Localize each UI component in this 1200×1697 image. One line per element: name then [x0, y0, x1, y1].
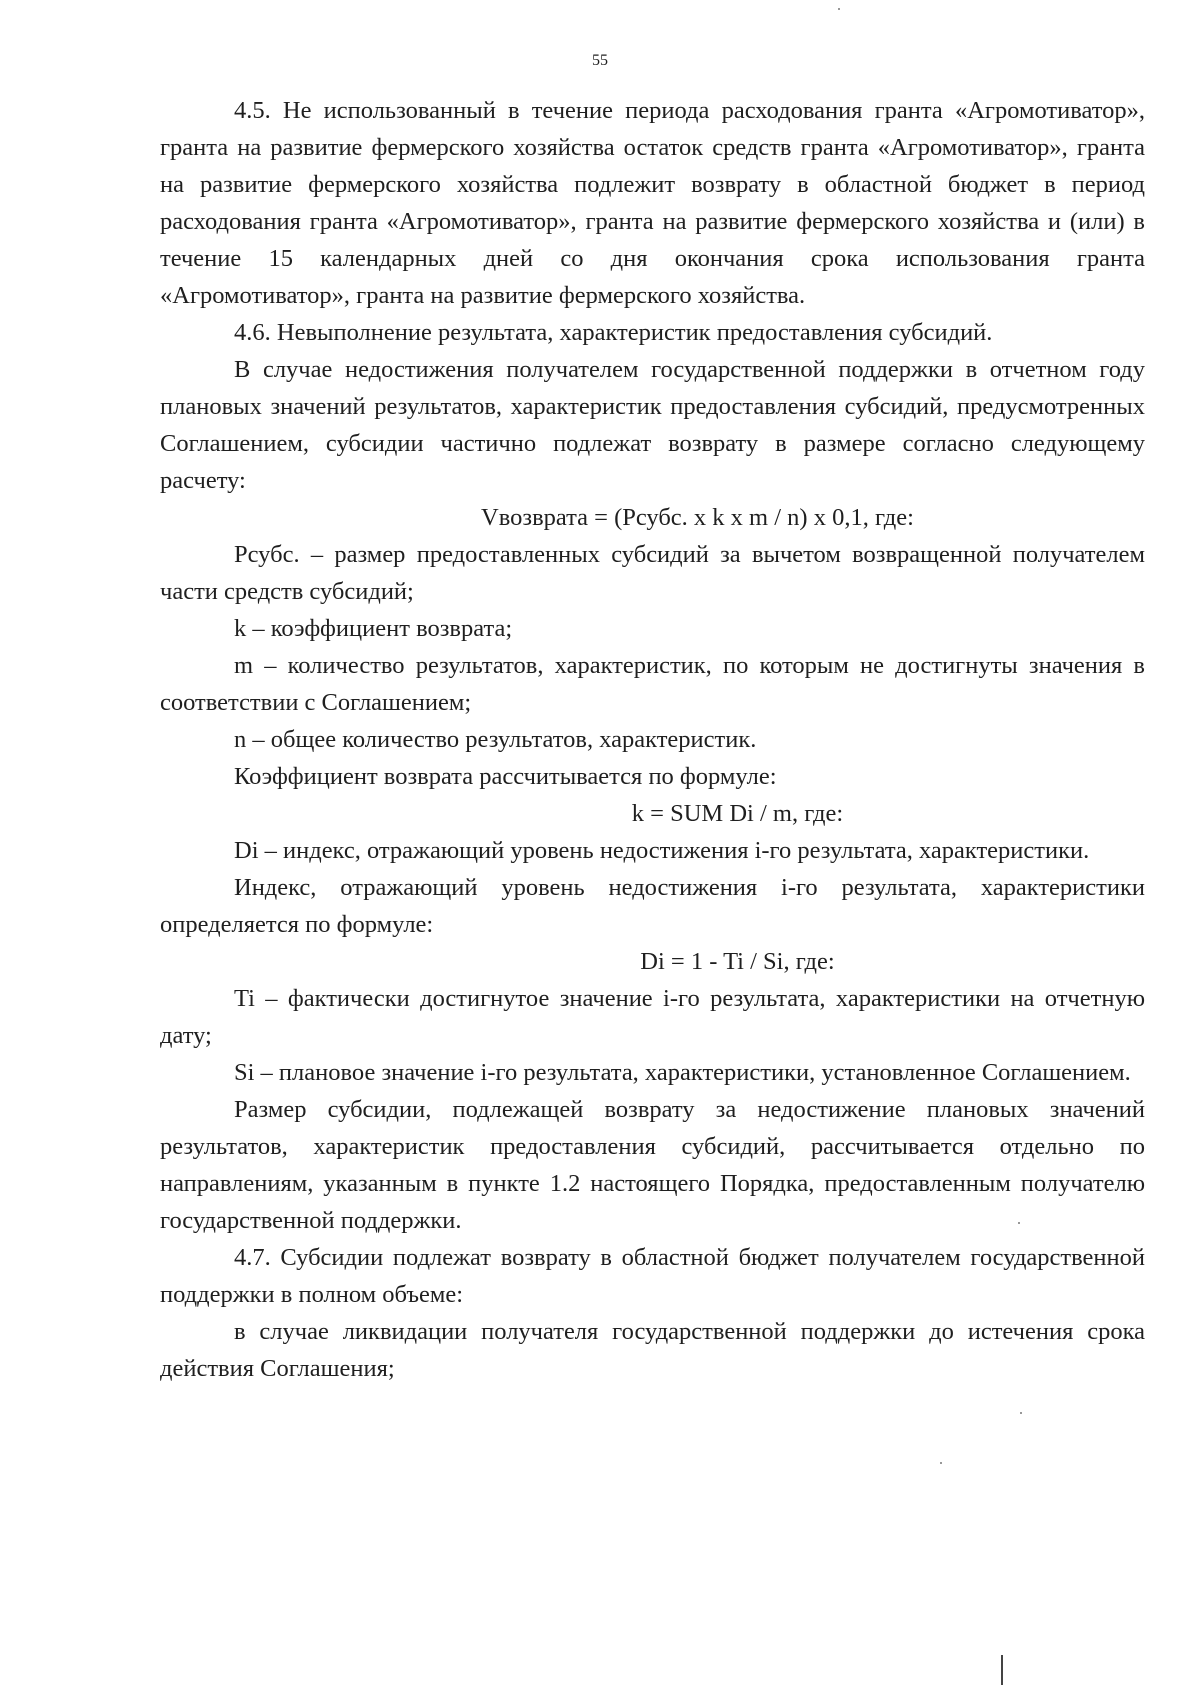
definition-si: Si – плановое значение i-го результата, характеристики, установленное Соглашением. [234, 1059, 1131, 1086]
definition-psubs: Рсубс. – размер предоставленных субсидий за вычетом возвращенной получателем части средств субсидий; [160, 541, 1145, 605]
scan-dot [940, 1462, 942, 1464]
paragraph-4-6: 4.6. Невыполнение результата, характеристик предоставления субсидий. [234, 319, 993, 346]
paragraph-subsidy-size: Размер субсидии, подлежащей возврату за недостижение плановых значений результатов, характеристик предоставления субсидий, рассчитывается отдельно по направлениям, указанным в пункте 1.2 настоящего Порядка, предоставленным получателю государственной поддержки. [160, 1096, 1145, 1234]
paragraph-4-7: 4.7. Субсидии подлежат возврату в областной бюджет получателем государственной поддержки в полном объеме: [160, 1244, 1145, 1308]
definition-ti: Ti – фактически достигнутое значение i-го результата, характеристики на отчетную дату; [160, 985, 1145, 1049]
formula-refund: Vвозврата = (Рсубс. х k х m / n) х 0,1, где: [481, 504, 914, 531]
paragraph-index: Индекс, отражающий уровень недостижения i-го результата, характеристики определяется по формуле: [160, 874, 1145, 938]
scan-edge-mark [1001, 1655, 1003, 1685]
paragraph-liquidation: в случае ликвидации получателя государственной поддержки до истечения срока действия Соглашения; [160, 1318, 1145, 1382]
paragraph-coefficient: Коэффициент возврата рассчитывается по формуле: [234, 763, 777, 790]
definition-n: n – общее количество результатов, характеристик. [234, 726, 757, 753]
page-number: 55 [592, 52, 608, 69]
definition-m: m – количество результатов, характеристик, по которым не достигнуты значения в соответствии с Соглашением; [160, 652, 1145, 716]
scan-dot [1020, 1412, 1022, 1414]
paragraph-4-5: 4.5. Не использованный в течение периода расходования гранта «Агромотиватор», гранта на развитие фермерского хозяйства остаток средств гранта «Агромотиватор», гранта на развитие фермерского хозяйства подлежит возврату в областной бюджет в период расходования гранта «Агромотиватор», гранта на развитие фермерского хозяйства и (или) в течение 15 календарных дней со дня окончания срока использования гранта «Агромотиватор», гранта на развитие фермерского хозяйства. [160, 97, 1145, 309]
scan-dot [1018, 1222, 1020, 1224]
document-body [160, 92, 1145, 1387]
definition-k: k – коэффициент возврата; [234, 615, 513, 642]
paragraph-underachievement: В случае недостижения получателем государственной поддержки в отчетном году плановых значений результатов, характеристик предоставления субсидий, предусмотренных Соглашением, субсидии частично подлежат возврату в размере согласно следующему расчету: [160, 356, 1145, 494]
formula-coefficient: k = SUM Di / m, где: [631, 800, 844, 827]
formula-index: Di = 1 - Ti / Si, где: [640, 948, 835, 975]
scan-dot [838, 8, 840, 10]
definition-di: Di – индекс, отражающий уровень недостижения i-го результата, характеристики. [234, 837, 1090, 864]
